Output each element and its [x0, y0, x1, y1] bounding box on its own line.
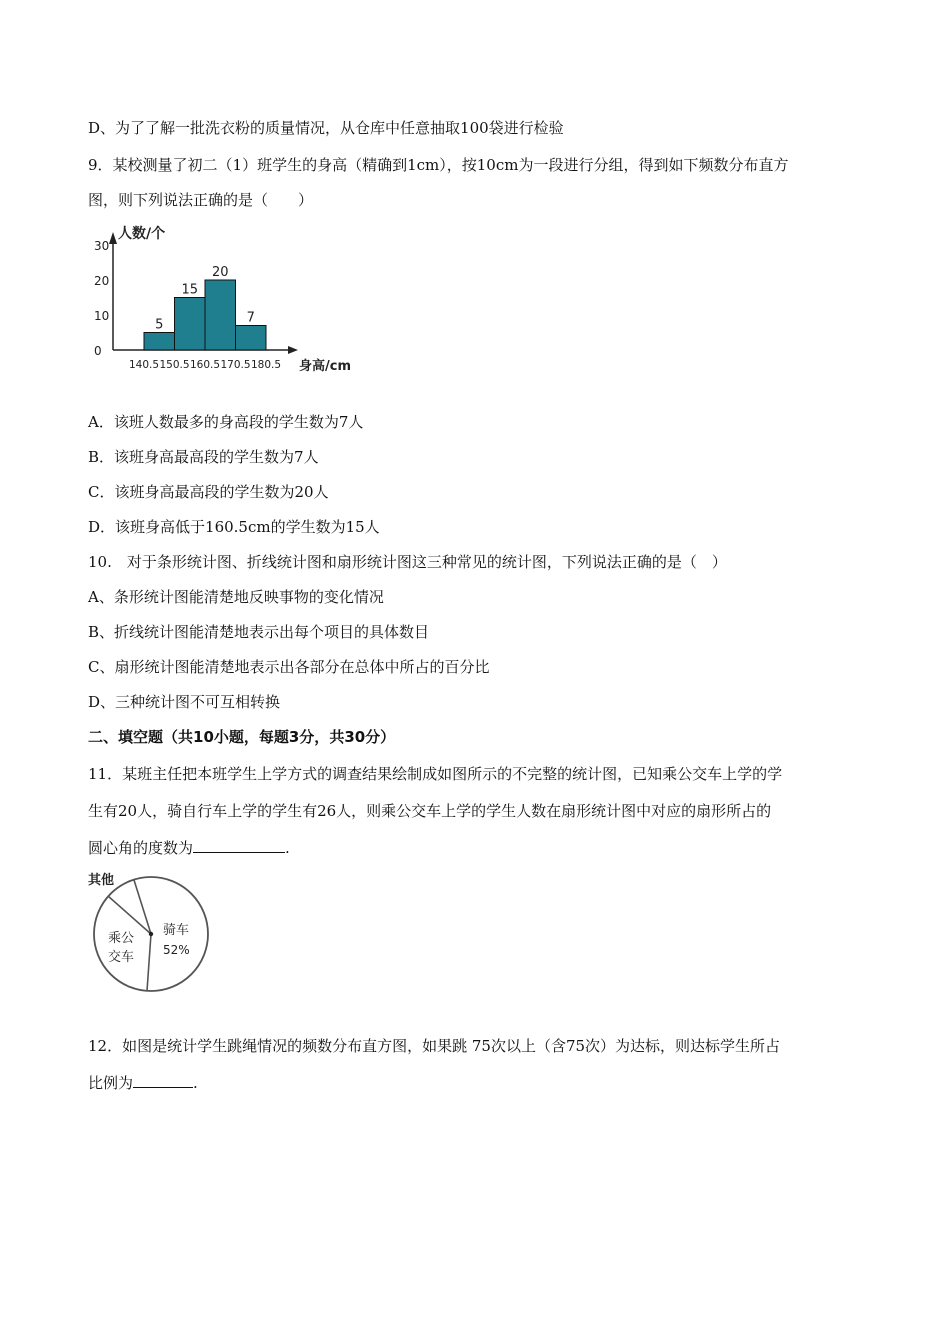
x-tick-label: 140.5 — [128, 359, 160, 371]
q10-option-a: A、条形统计图能清楚地反映事物的变化情况 — [88, 588, 384, 606]
q9-option-a: A．该班人数最多的身高段的学生数为7人 — [88, 413, 364, 431]
x-tick-label: 150.5 — [159, 359, 190, 371]
y-tick-label: 20 — [94, 274, 110, 288]
x-tick-label: 170.5 — [220, 359, 251, 371]
q12-period: . — [193, 1074, 198, 1092]
section-title: 二、填空题（共10小题，每题3分，共30分） — [88, 728, 396, 746]
y-tick-label: 0 — [94, 344, 102, 358]
histogram-bar — [205, 280, 236, 350]
q11-stem-line2: 生有20人，骑自行车上学的学生有26人，则乘公交车上学的学生人数在扇形统计图中对应的扇形所占的 — [88, 802, 772, 820]
q10-option-b: B、折线统计图能清楚地表示出每个项目的具体数目 — [88, 623, 430, 641]
q8-option-d: D、为了了解一批洗衣粉的质量情况，从仓库中任意抽取100袋进行检验 — [88, 119, 564, 137]
q11-stem-line3 — [88, 838, 290, 858]
pie-label-other: 其他 — [88, 873, 115, 888]
q9-option-d: D．该班身高低于160.5cm的学生数为15人 — [88, 518, 380, 536]
q9-stem-line2: 图，则下列说法正确的是（ ） — [88, 191, 314, 209]
histogram-bar — [144, 333, 175, 351]
q10-option-d: D、三种统计图不可互相转换 — [88, 693, 281, 711]
q11-stem-line1: 11．某班主任把本班学生上学方式的调查结果绘制成如图所示的不完整的统计图，已知乘公交车上学的学 — [88, 765, 783, 783]
pie-chart — [86, 866, 226, 996]
y-tick-label: 30 — [94, 239, 110, 253]
pie-label-bike-percent: 52% — [163, 943, 190, 957]
answer-blank — [193, 838, 285, 853]
q9-stem-line1: 9．某校测量了初二（1）班学生的身高（精确到1cm），按10cm为一段进行分组，得到如下频数分布直方 — [88, 156, 789, 174]
q10-option-c: C、扇形统计图能清楚地表示出各部分在总体中所占的百分比 — [88, 658, 490, 676]
x-axis-title: 身高/cm — [299, 359, 352, 374]
y-tick-label: 10 — [94, 309, 110, 323]
x-tick-label: 160.5 — [189, 359, 221, 371]
q10-stem: 10. 对于条形统计图、折线统计图和扇形统计图这三种常见的统计图，下列说法正确的是（ ） — [88, 553, 727, 571]
q9-option-c: C．该班身高最高段的学生数为20人 — [88, 483, 329, 501]
answer-blank — [133, 1073, 193, 1088]
bar-value-label: 7 — [246, 310, 255, 326]
x-axis-arrow — [288, 346, 298, 354]
histogram-bar — [236, 326, 267, 351]
pie-label-bus-2: 交车 — [108, 950, 135, 965]
y-axis-arrow — [109, 232, 117, 244]
bar-value-label: 5 — [155, 317, 164, 333]
q12-stem-line2-text: 比例为 — [88, 1074, 134, 1092]
histogram-chart — [80, 220, 360, 380]
pie-label-bus-1: 乘公 — [108, 931, 135, 946]
q12-stem-line1: 12．如图是统计学生跳绳情况的频数分布直方图，如果跳 75次以上（含75次）为达标，则达标学生所占 — [88, 1037, 781, 1055]
q9-option-b: B．该班身高最高段的学生数为7人 — [88, 448, 319, 466]
q11-stem-line3-text: 圆心角的度数为 — [88, 839, 194, 857]
q11-period: . — [285, 839, 290, 857]
x-tick-label: 180.5 — [250, 359, 282, 371]
q12-stem-line2 — [88, 1073, 198, 1093]
y-axis-title: 人数/个 — [118, 226, 166, 242]
pie-label-bike: 骑车 — [163, 923, 190, 938]
bar-value-label: 15 — [181, 282, 199, 298]
bar-value-label: 20 — [211, 265, 229, 280]
histogram-bar — [175, 298, 206, 351]
pie-center — [149, 932, 153, 936]
